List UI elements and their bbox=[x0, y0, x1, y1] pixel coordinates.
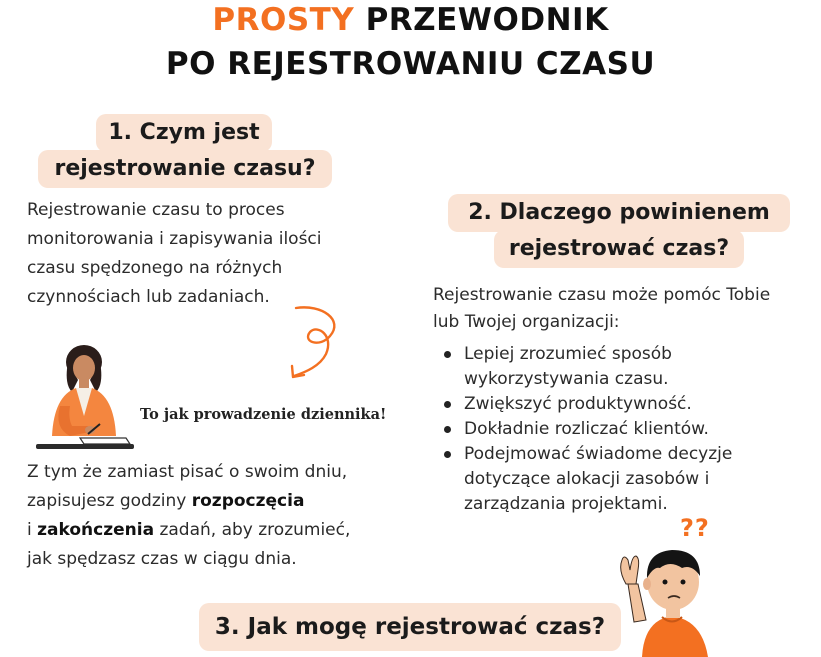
bullet-line: dotyczące alokacji zasobów i bbox=[464, 469, 710, 489]
section2-heading-line2: rejestrować czas? bbox=[494, 230, 744, 268]
section1-line: czasu spędzonego na różnych bbox=[27, 258, 283, 278]
para2-bold-end: zakończenia bbox=[37, 520, 155, 540]
bullet-item bbox=[434, 342, 804, 392]
diary-note: To jak prowadzenie dziennika! bbox=[140, 406, 387, 423]
bullet-line: Zwiększyć produktywność. bbox=[464, 394, 692, 414]
title-rest: PRZEWODNIK bbox=[365, 2, 609, 38]
bullet-item bbox=[434, 392, 804, 417]
para2-bold-start: rozpoczęcia bbox=[191, 491, 305, 511]
woman-writing-illustration-icon bbox=[30, 340, 138, 452]
para2-line4: jak spędzasz czas w ciągu dnia. bbox=[27, 549, 297, 569]
section1-paragraph2 bbox=[27, 458, 417, 574]
bullet-line: zarządzania projektami. bbox=[464, 494, 668, 514]
section2-intro bbox=[433, 282, 813, 336]
question-marks: ?? bbox=[680, 514, 710, 542]
page-title-line2: PO REJESTROWANIU CZASU bbox=[165, 46, 656, 82]
bullet-item bbox=[434, 442, 804, 517]
section3-heading: 3. Jak mogę rejestrować czas? bbox=[199, 603, 621, 651]
section1-line: czynnościach lub zadaniach. bbox=[27, 287, 270, 307]
title-accent: PROSTY bbox=[212, 2, 355, 38]
section1-heading-line1: 1. Czym jest bbox=[96, 114, 272, 152]
para2-line1: Z tym że zamiast pisać o swoim dniu, bbox=[27, 462, 348, 482]
para2-line3-pre: i bbox=[27, 520, 38, 540]
bullet-line: Dokładnie rozliczać klientów. bbox=[464, 419, 709, 439]
section1-line: Rejestrowanie czasu to proces bbox=[27, 200, 285, 220]
section2-intro-line2: lub Twojej organizacji: bbox=[433, 312, 620, 332]
page-title bbox=[0, 2, 821, 38]
curly-arrow-icon bbox=[282, 302, 352, 382]
section2-heading-line1: 2. Dlaczego powinienem bbox=[448, 194, 790, 232]
section2-intro-line1: Rejestrowanie czasu może pomóc Tobie bbox=[433, 285, 771, 305]
section1-heading-line2: rejestrowanie czasu? bbox=[38, 150, 332, 188]
bullet-item bbox=[434, 417, 804, 442]
bullet-line: Podejmować świadome decyzje bbox=[464, 444, 733, 464]
section2-bullet-list bbox=[434, 342, 804, 517]
section1-line: monitorowania i zapisywania ilości bbox=[27, 229, 322, 249]
bullet-line: wykorzystywania czasu. bbox=[464, 369, 669, 389]
section1-body bbox=[27, 196, 407, 312]
para2-line2-text: zapisujesz godziny bbox=[27, 491, 192, 511]
confused-person-illustration-icon bbox=[612, 540, 732, 657]
bullet-line: Lepiej zrozumieć sposób bbox=[464, 344, 672, 364]
para2-line3-post: zadań, aby zrozumieć, bbox=[154, 520, 351, 540]
para2-line3 bbox=[27, 516, 417, 545]
para2-line2 bbox=[27, 487, 417, 516]
